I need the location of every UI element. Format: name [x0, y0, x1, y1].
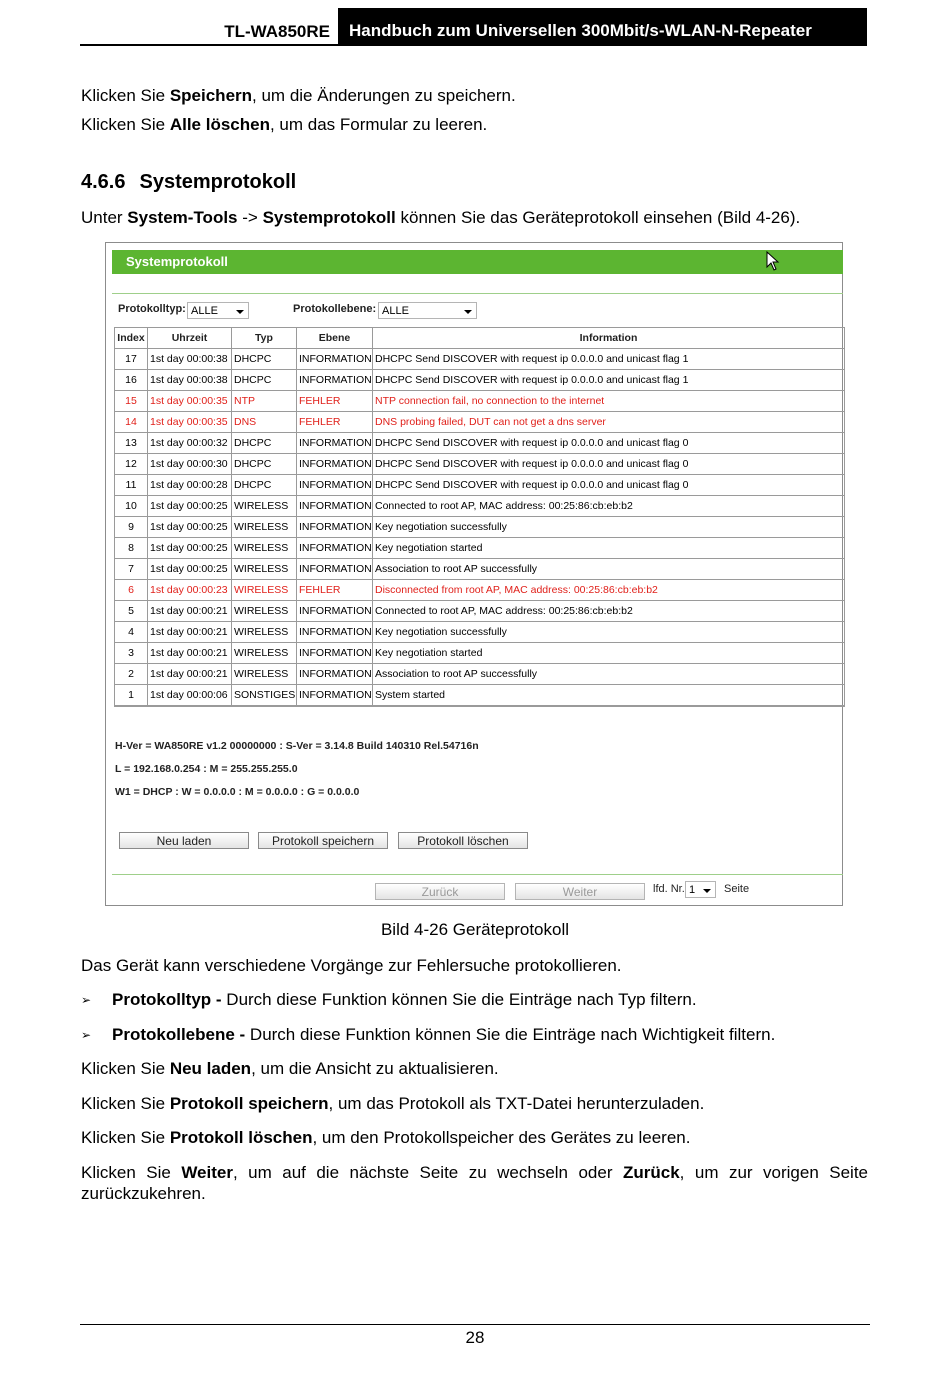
cell-time: 1st day 00:00:25	[148, 517, 232, 538]
table-row	[115, 433, 845, 454]
cell-index: 4	[115, 622, 148, 643]
cell-type: WIRELESS	[232, 664, 297, 685]
cell-info: System started	[373, 685, 845, 706]
cell-time: 1st day 00:00:25	[148, 496, 232, 517]
cell-time: 1st day 00:00:35	[148, 412, 232, 433]
log-table-body	[115, 349, 845, 706]
col-index: Index	[115, 328, 148, 349]
cell-index: 8	[115, 538, 148, 559]
paragraph-reload: Klicken Sie Neu laden, um die Ansicht zu aktualisieren.	[81, 1059, 499, 1078]
cell-index: 7	[115, 559, 148, 580]
cell-info: Connected to root AP, MAC address: 00:25:86:cb:eb:b2	[373, 601, 845, 622]
cell-index: 1	[115, 685, 148, 706]
reload-button[interactable]: Neu laden	[119, 832, 249, 849]
intro-line-clear: Klicken Sie Alle löschen, um das Formular zu leeren.	[81, 115, 488, 134]
cell-time: 1st day 00:00:21	[148, 664, 232, 685]
cell-type: WIRELESS	[232, 517, 297, 538]
paragraph-clear: Klicken Sie Protokoll löschen, um den Protokollspeicher des Gerätes zu leeren.	[81, 1128, 691, 1147]
cell-index: 12	[115, 454, 148, 475]
cell-time: 1st day 00:00:21	[148, 622, 232, 643]
table-row	[115, 622, 845, 643]
cell-time: 1st day 00:00:23	[148, 580, 232, 601]
version-info: H-Ver = WA850RE v1.2 00000000 : S-Ver = 3.14.8 Build 140310 Rel.54716n	[115, 740, 479, 752]
page-select-value: 1	[689, 884, 696, 896]
log-table	[114, 327, 845, 706]
cell-level: INFORMATION	[297, 538, 373, 559]
cell-info: DHCPC Send DISCOVER with request ip 0.0.0.0 and unicast flag 0	[373, 433, 845, 454]
cell-index: 5	[115, 601, 148, 622]
cell-time: 1st day 00:00:21	[148, 601, 232, 622]
cell-time: 1st day 00:00:25	[148, 559, 232, 580]
header-rule	[80, 44, 338, 46]
cell-level: INFORMATION	[297, 559, 373, 580]
table-row	[115, 412, 845, 433]
col-time: Uhrzeit	[148, 328, 232, 349]
cell-level: INFORMATION	[297, 517, 373, 538]
cell-type: WIRELESS	[232, 580, 297, 601]
syslog-screenshot	[105, 242, 843, 906]
cell-type: DHCPC	[232, 475, 297, 496]
cell-level: FEHLER	[297, 391, 373, 412]
page-select[interactable]	[685, 881, 716, 898]
table-row	[115, 391, 845, 412]
cell-time: 1st day 00:00:21	[148, 643, 232, 664]
table-row	[115, 517, 845, 538]
table-row	[115, 685, 845, 706]
cell-info: Key negotiation started	[373, 538, 845, 559]
cell-type: DHCPC	[232, 454, 297, 475]
cell-index: 2	[115, 664, 148, 685]
lan-info: L = 192.168.0.254 : M = 255.255.255.0	[115, 763, 298, 775]
col-level: Ebene	[297, 328, 373, 349]
cell-level: INFORMATION	[297, 643, 373, 664]
top-divider	[112, 293, 843, 294]
footer-rule	[80, 1324, 870, 1325]
bullet-arrow-icon: ➢	[81, 993, 92, 1007]
cell-type: WIRELESS	[232, 601, 297, 622]
cell-info: DHCPC Send DISCOVER with request ip 0.0.0.0 and unicast flag 1	[373, 370, 845, 391]
cell-time: 1st day 00:00:25	[148, 538, 232, 559]
log-table-header	[115, 328, 845, 349]
page-index-label: lfd. Nr.	[653, 883, 685, 895]
cell-index: 14	[115, 412, 148, 433]
cell-level: INFORMATION	[297, 475, 373, 496]
chevron-down-icon	[236, 310, 244, 314]
cell-info: DHCPC Send DISCOVER with request ip 0.0.0.0 and unicast flag 0	[373, 475, 845, 496]
cell-info: Key negotiation successfully	[373, 517, 845, 538]
log-level-value: ALLE	[382, 305, 409, 317]
section-description: Unter System-Tools -> Systemprotokoll können Sie das Geräteprotokoll einsehen (Bild 4-26).	[81, 208, 801, 227]
cell-level: INFORMATION	[297, 454, 373, 475]
cell-level: FEHLER	[297, 580, 373, 601]
paragraph-intro: Das Gerät kann verschiedene Vorgänge zur Fehlersuche protokollieren.	[81, 956, 622, 975]
cell-level: INFORMATION	[297, 601, 373, 622]
table-row	[115, 349, 845, 370]
cell-type: DNS	[232, 412, 297, 433]
table-row	[115, 643, 845, 664]
header-title: Handbuch zum Universellen 300Mbit/s-WLAN-N-Repeater	[338, 8, 867, 46]
cell-type: WIRELESS	[232, 538, 297, 559]
bottom-divider	[112, 874, 843, 875]
table-row	[115, 580, 845, 601]
chevron-down-icon	[703, 889, 711, 893]
cell-index: 16	[115, 370, 148, 391]
cell-level: INFORMATION	[297, 664, 373, 685]
cell-index: 11	[115, 475, 148, 496]
cell-info: Disconnected from root AP, MAC address: 00:25:86:cb:eb:b2	[373, 580, 845, 601]
cell-type: WIRELESS	[232, 559, 297, 580]
next-button[interactable]: Weiter	[515, 883, 645, 900]
back-button[interactable]: Zurück	[375, 883, 505, 900]
cell-index: 10	[115, 496, 148, 517]
cell-index: 17	[115, 349, 148, 370]
cell-level: INFORMATION	[297, 349, 373, 370]
cell-time: 1st day 00:00:06	[148, 685, 232, 706]
cell-time: 1st day 00:00:38	[148, 370, 232, 391]
col-type: Typ	[232, 328, 297, 349]
log-type-value: ALLE	[191, 305, 218, 317]
cell-type: DHCPC	[232, 433, 297, 454]
cell-index: 6	[115, 580, 148, 601]
cell-time: 1st day 00:00:38	[148, 349, 232, 370]
cell-type: SONSTIGES	[232, 685, 297, 706]
paragraph-save: Klicken Sie Protokoll speichern, um das Protokoll als TXT-Datei herunterzuladen.	[81, 1094, 705, 1113]
bullet-log-type: Protokolltyp - Durch diese Funktion können Sie die Einträge nach Typ filtern.	[112, 990, 697, 1009]
table-bottom-rule	[114, 706, 845, 707]
cell-index: 9	[115, 517, 148, 538]
log-type-select[interactable]	[187, 302, 249, 319]
mouse-cursor-icon	[766, 251, 780, 271]
cell-level: FEHLER	[297, 412, 373, 433]
table-row	[115, 370, 845, 391]
cell-type: WIRELESS	[232, 622, 297, 643]
page-suffix-label: Seite	[724, 883, 750, 895]
cell-type: WIRELESS	[232, 643, 297, 664]
page-header	[80, 8, 867, 46]
cell-info: Association to root AP successfully	[373, 664, 845, 685]
cell-type: WIRELESS	[232, 496, 297, 517]
section-heading: 4.6.6 Systemprotokoll	[81, 171, 297, 193]
save-log-button[interactable]: Protokoll speichern	[258, 832, 388, 849]
cell-info: Connected to root AP, MAC address: 00:25:86:cb:eb:b2	[373, 496, 845, 517]
panel-title-bar: Systemprotokoll	[112, 250, 843, 274]
cell-level: INFORMATION	[297, 685, 373, 706]
wan-info: W1 = DHCP : W = 0.0.0.0 : M = 0.0.0.0 : G = 0.0.0.0	[115, 786, 360, 798]
cell-info: DHCPC Send DISCOVER with request ip 0.0.0.0 and unicast flag 1	[373, 349, 845, 370]
log-type-label: Protokolltyp:	[118, 303, 186, 315]
intro-line-save: Klicken Sie Speichern, um die Änderungen zu speichern.	[81, 86, 516, 105]
clear-log-button[interactable]: Protokoll löschen	[398, 832, 528, 849]
col-information: Information	[373, 328, 845, 349]
table-row	[115, 496, 845, 517]
cell-time: 1st day 00:00:32	[148, 433, 232, 454]
cell-info: DNS probing failed, DUT can not get a dns server	[373, 412, 845, 433]
table-row	[115, 559, 845, 580]
paragraph-navigation: Klicken Sie Weiter, um auf die nächste Seite zu wechseln oder Zurück, um zur vorigen Seite zurückzukehren.	[81, 1163, 868, 1203]
table-row	[115, 664, 845, 685]
cell-level: INFORMATION	[297, 370, 373, 391]
cell-index: 15	[115, 391, 148, 412]
cell-info: DHCPC Send DISCOVER with request ip 0.0.0.0 and unicast flag 0	[373, 454, 845, 475]
cell-index: 13	[115, 433, 148, 454]
table-row	[115, 538, 845, 559]
table-row	[115, 475, 845, 496]
cell-time: 1st day 00:00:30	[148, 454, 232, 475]
chevron-down-icon	[464, 310, 472, 314]
cell-info: NTP connection fail, no connection to the internet	[373, 391, 845, 412]
cell-info: Association to root AP successfully	[373, 559, 845, 580]
cell-level: INFORMATION	[297, 496, 373, 517]
log-level-select[interactable]	[378, 302, 477, 319]
cell-type: NTP	[232, 391, 297, 412]
cell-time: 1st day 00:00:35	[148, 391, 232, 412]
cell-index: 3	[115, 643, 148, 664]
header-model: TL-WA850RE	[224, 22, 330, 41]
cell-info: Key negotiation started	[373, 643, 845, 664]
cell-time: 1st day 00:00:28	[148, 475, 232, 496]
log-level-label: Protokollebene:	[293, 303, 377, 315]
cell-info: Key negotiation successfully	[373, 622, 845, 643]
table-row	[115, 601, 845, 622]
cell-type: DHCPC	[232, 349, 297, 370]
cell-level: INFORMATION	[297, 433, 373, 454]
cell-type: DHCPC	[232, 370, 297, 391]
page-number: 28	[465, 1328, 485, 1347]
cell-level: INFORMATION	[297, 622, 373, 643]
bullet-log-level: Protokollebene - Durch diese Funktion können Sie die Einträge nach Wichtigkeit filtern.	[112, 1025, 776, 1044]
figure-caption: Bild 4-26 Geräteprotokoll	[380, 920, 570, 939]
bullet-arrow-icon: ➢	[81, 1028, 92, 1042]
table-row	[115, 454, 845, 475]
